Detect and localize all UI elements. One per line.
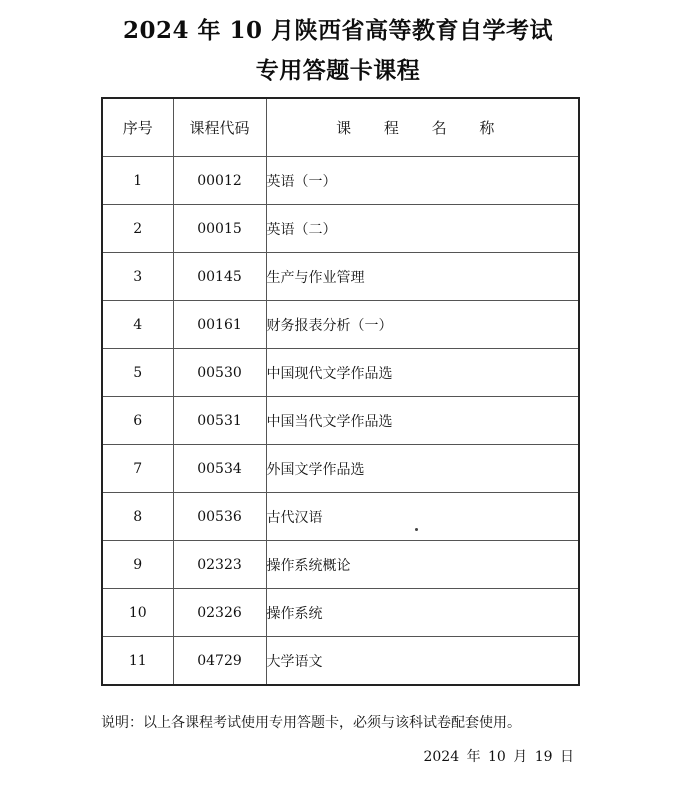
row-serial: 7 [102,445,173,493]
course-table [101,97,580,686]
row-serial: 6 [102,397,173,445]
table-row [102,253,579,301]
row-course-code: 00530 [173,349,266,397]
table-row [102,541,579,589]
row-course-name: 操作系统 [266,589,579,637]
row-course-code: 00534 [173,445,266,493]
column-header-name: 课 程 名 称 [266,98,579,157]
row-course-name: 生产与作业管理 [266,253,579,301]
table-body [102,157,579,686]
row-course-code: 00145 [173,253,266,301]
row-course-name: 财务报表分析（一） [266,301,579,349]
row-course-code: 04729 [173,637,266,686]
row-course-name: 中国现代文学作品选 [266,349,579,397]
row-course-name: 操作系统概论 [266,541,579,589]
row-serial: 10 [102,589,173,637]
row-course-name: 大学语文 [266,637,579,686]
row-serial: 8 [102,493,173,541]
row-course-code: 02326 [173,589,266,637]
row-course-code: 00536 [173,493,266,541]
row-course-name: 英语（二） [266,205,579,253]
row-serial: 3 [102,253,173,301]
row-course-code: 02323 [173,541,266,589]
table-row [102,637,579,686]
table-row [102,349,579,397]
row-serial: 1 [102,157,173,205]
row-serial: 11 [102,637,173,686]
row-course-code: 00161 [173,301,266,349]
footnote: 说明：以上各课程考试使用专用答题卡，必须与该科试卷配套使用。 [101,715,521,731]
table-row [102,445,579,493]
scan-speck [415,528,418,531]
table-header [102,98,579,157]
table-row [102,589,579,637]
table-row [102,493,579,541]
row-serial: 9 [102,541,173,589]
row-course-name: 英语（一） [266,157,579,205]
row-course-name: 外国文学作品选 [266,445,579,493]
row-course-name: 古代汉语 [266,493,579,541]
table-header-row [102,98,579,157]
column-header-serial: 序号 [102,98,173,157]
row-course-code: 00012 [173,157,266,205]
table-row [102,205,579,253]
row-course-code: 00531 [173,397,266,445]
table-row [102,301,579,349]
issue-date: 2024 年 10 月 19 日 [423,749,574,765]
document-title-line-1: 2024 年 10 月陕西省高等教育自学考试 [122,17,554,44]
row-serial: 4 [102,301,173,349]
table-row [102,397,579,445]
row-course-name: 中国当代文学作品选 [266,397,579,445]
row-course-code: 00015 [173,205,266,253]
column-header-code: 课程代码 [173,98,266,157]
document-title-line-2: 专用答题卡课程 [255,57,421,84]
row-serial: 2 [102,205,173,253]
row-serial: 5 [102,349,173,397]
table-row [102,157,579,205]
